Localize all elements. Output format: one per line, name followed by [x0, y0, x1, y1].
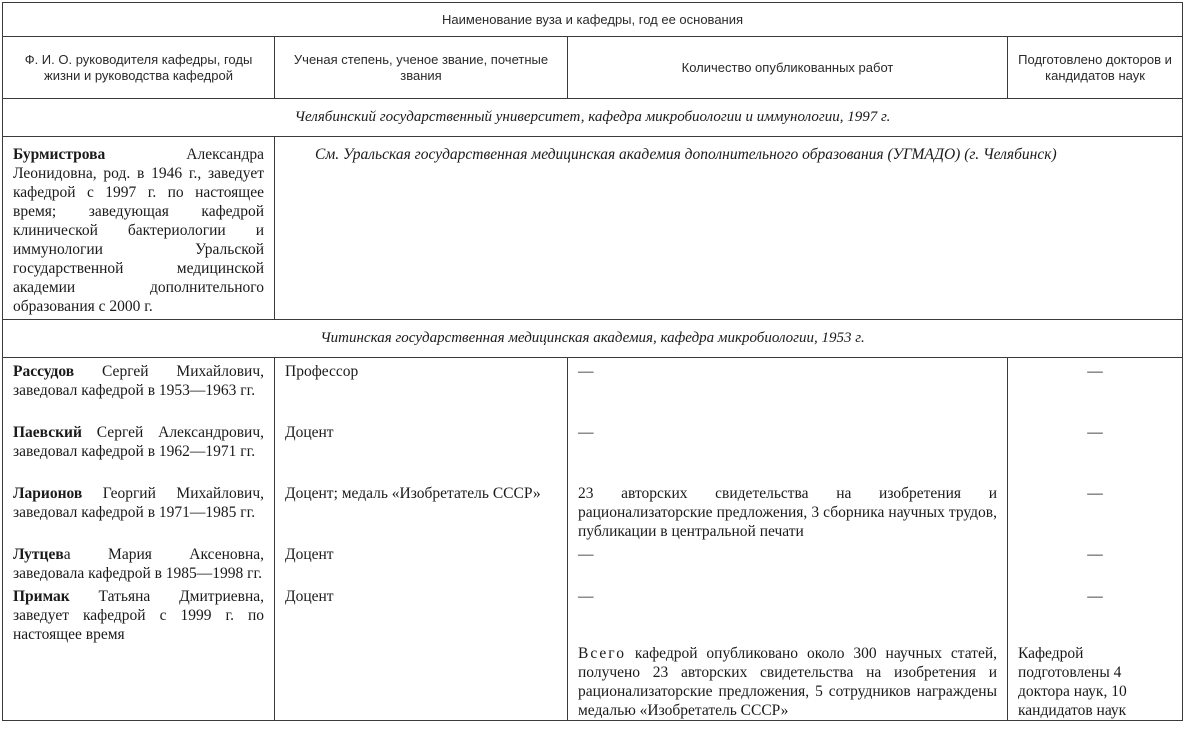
person-degree: Доцент: [275, 541, 568, 583]
header-col-trained: Подготовлено докторов и кандидатов наук: [1008, 37, 1183, 99]
summary-row: [3, 644, 1183, 721]
person-works: —: [568, 419, 1008, 480]
person-surname: Бурмистрова: [13, 146, 106, 163]
person-degree: Доцент: [275, 583, 568, 644]
person-entry: [3, 583, 275, 644]
person-degree: Доцент: [275, 419, 568, 480]
header-top: Наименование вуза и кафедры, год ее основания: [3, 3, 1183, 37]
header-col-name: Ф. И. О. руководителя кафедры, годы жизни и руководства кафедрой: [3, 37, 275, 99]
person-entry: [3, 480, 275, 541]
department-table: [2, 2, 1183, 721]
person-entry: [3, 419, 275, 480]
summary-empty-name: [3, 644, 275, 721]
person-details: Сергей Михайлович, заведовал кафедрой в 1953—1963 гг.: [13, 363, 264, 399]
person-trained: —: [1008, 583, 1183, 644]
section2-title: Читинская государственная медицинская академия, кафедра микробиологии, 1953 г.: [3, 320, 1183, 358]
person-surname-suffix: а: [63, 545, 71, 563]
person-details: Мария Аксеновна, заведовала кафедрой в 1985—1998 гг.: [13, 545, 264, 582]
table-row: [3, 419, 1183, 480]
summary-trained: Кафедрой подготовлены 4 доктора наук, 10 кандидатов наук: [1008, 644, 1183, 721]
person-details: Георгий Михайлович, заведовал кафедрой в 1971—1985 гг.: [13, 484, 264, 521]
person-trained: —: [1008, 480, 1183, 541]
person-surname: Лутцев: [13, 545, 64, 563]
person-burmistrova: [3, 137, 275, 320]
person-surname: Примак: [13, 587, 70, 605]
person-details: Татьяна Дмитриевна, заведует кафедрой с 1999 г. по настоящее время: [13, 587, 264, 643]
person-works: —: [568, 583, 1008, 644]
section1-row: [3, 137, 1183, 320]
person-trained: —: [1008, 358, 1183, 419]
person-details: Сергей Александрович, заведовал кафедрой в 1962—1971 гг.: [13, 423, 264, 460]
person-degree: Доцент; медаль «Изобретатель СССР»: [275, 480, 568, 541]
person-surname: Паевский: [13, 423, 82, 441]
summary-works-text: кафедрой опубликовано около 300 научных статей, получено 23 авторских свидетельства на изобретения и рационализаторские предложения, 5 сотрудников награждены медалью «Изобретатель СССР»: [578, 644, 997, 719]
person-works: —: [568, 541, 1008, 583]
table-row: [3, 358, 1183, 419]
person-entry: [3, 358, 275, 419]
header-col-works: Количество опубликованных работ: [568, 37, 1008, 99]
person-surname: Ларионов: [13, 484, 83, 502]
person-trained: —: [1008, 541, 1183, 583]
section1-title-row: [3, 99, 1183, 137]
table-row: [3, 583, 1183, 644]
person-degree: Профессор: [275, 358, 568, 419]
section1-reference: См. Уральская государственная медицинская академия дополнительного образования (УГМАДО) (г. Челябинск): [275, 137, 1183, 320]
table-row: [3, 480, 1183, 541]
person-works: —: [568, 358, 1008, 419]
person-trained: —: [1008, 419, 1183, 480]
person-details: Александра Леонидовна, род. в 1946 г., заведует кафедрой с 1997 г. по настоящее время; заведующая кафедрой клинической бактериологии и иммунологии Уральской государственной медицинской академии дополнительного образования с 2000 г.: [13, 146, 264, 315]
person-surname: Рассудов: [13, 363, 75, 380]
section2-title-row: [3, 320, 1183, 358]
header-row-top: [3, 3, 1183, 37]
header-row-columns: [3, 37, 1183, 99]
header-col-degree: Ученая степень, ученое звание, почетные звания: [275, 37, 568, 99]
section1-title: Челябинский государственный университет, кафедра микробиологии и иммунологии, 1997 г.: [3, 99, 1183, 137]
summary-lead: Всего: [578, 644, 627, 662]
summary-empty-degree: [275, 644, 568, 721]
person-entry: [3, 541, 275, 583]
person-works: 23 авторских свидетельства на изобретения и рационализаторские предложения, 3 сборника научных трудов, публикации в центральной печати: [568, 480, 1008, 541]
summary-works: [568, 644, 1008, 721]
table-row: [3, 541, 1183, 583]
